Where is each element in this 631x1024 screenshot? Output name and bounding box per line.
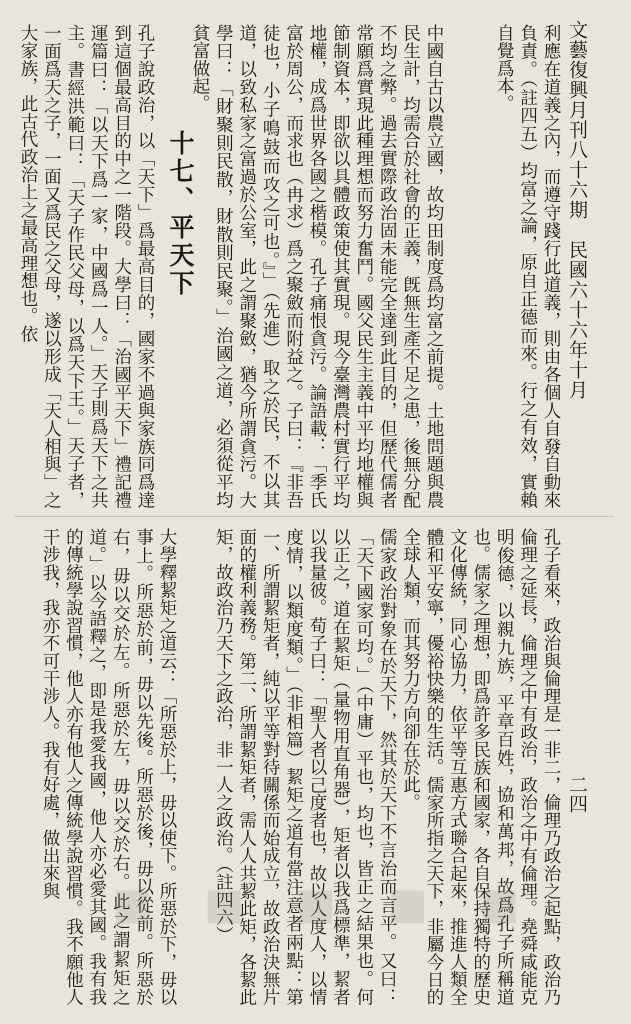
paragraph: 中國自古以農立國，故均田制度爲均富之前提。土地問題與農民生計，均需合於社會的正義，旣無生產不足之患，後無分配不均之弊。過去實際政治固未能完全達到此目的，但歷代儒者常願爲實現此種理想而努力奮鬥。國父民生主義中平均地權與節制資本，即欲以具體政策使其實現。現今臺灣農村實行平均地權，成爲世界各國之楷模。孔子痛恨貪污。論語載：「季氏富於周公，而求也（冉求）爲之聚斂而附益之。子曰：『非吾徒也，小子鳴鼓而攻之可也。』」（先進）取之於民，不以其道，以致私家之富過於公室，此之謂聚斂，猶今所謂貪污。大學曰：「財聚則民散，財散則民聚。」治國之道，必須從平均貧富做起。 <box>189 24 444 509</box>
section-heading: 十七、平天下 <box>166 130 195 298</box>
text-column-upper-right <box>472 24 562 509</box>
page-number: 二四 <box>566 775 588 813</box>
text-column-upper-middle <box>189 24 445 509</box>
text-column-lower-right <box>180 528 562 1006</box>
paragraph: 利應在道義之內，而遵守踐行此道義，則由各個人自發自動來負責。（註四五）均富之論，原自正德而來。行之有效，實賴自覺爲本。 <box>494 24 561 509</box>
text-column-lower-left <box>18 528 178 1006</box>
journal-header: 文藝復興月刊八十六期 民國六十六年十月 <box>566 20 588 400</box>
paragraph: 大學釋絜矩之道云：「所惡於上，毋以使下。所惡於下，毋以事上。所惡於前，毋以先後。所惡於後，毋以從前。所惡於右，毋以交於左。所惡於左，毋以交於右。此之謂絜矩之道。」以今語釋之，即是我愛我國，他人亦必愛其國。我有我的傳統學說習慣，他人亦有他人之傳統學說習慣。我不願他人干涉我，我亦不可干涉人。我有好處，做出來與 <box>39 528 177 1006</box>
paragraph: 孔子說政治，以「天下」爲最高目的，國家不過與家族同爲達到這個最高目的中之一階段。大學曰：「治國平天下」禮記禮運篇曰：「以天下爲一家，中國爲一人。」天子則爲天下之共主。書經洪範曰：「天子作民父母，以爲天下王。」天子者，一面爲天之子，一面又爲民之父母，遂以形成「天人相與」之大家族，此古代政治上之最高理想也。依 <box>17 24 155 509</box>
section-divider <box>14 516 614 517</box>
text-column-upper-left <box>18 24 156 509</box>
archive-watermark: ▪ ▪ ▪ ▪ ▪ <box>110 863 534 940</box>
paragraph: 儒家政治對象在於天下，然其於天下不言治而言平。又曰：「天下國家可均。」（中庸）平也，均也，皆正之結果也。何以正之，道在絜矩（量物用直角器），矩者以我爲標準，絜者以我量彼。荀子曰：「聖人者以己度者也，故以人度人，以情度情，以類度類。」（非相篇）絜矩之道有當注意者兩點：第一、所謂絜矩者，純以平等對待關係而始成立，故政治決無片面的權利義務。第二、所謂絜矩者，需人人共絜此矩，各絜此矩，故政治乃天下之政治，非一人之政治。（註四六） <box>213 528 398 1006</box>
paragraph: 孔子看來，政治與倫理是一非二，倫理乃政治之起點，政治乃倫理之延長，倫理之中有政治，政治之中有倫理。堯舜咸能克明俊德，以親九族，平章百姓，協和萬邦，故爲孔子所稱道也。儒家之理想，即爲許多民族和國家，各自保持獨特的歷史文化傳統，同心協力，依平等互惠方式聯合起來，推進人類全體和平安寧，優裕快樂的生活。儒家所指之天下，非屬今日的全球人類，而其努力方向卻在於此。 <box>400 528 561 1006</box>
